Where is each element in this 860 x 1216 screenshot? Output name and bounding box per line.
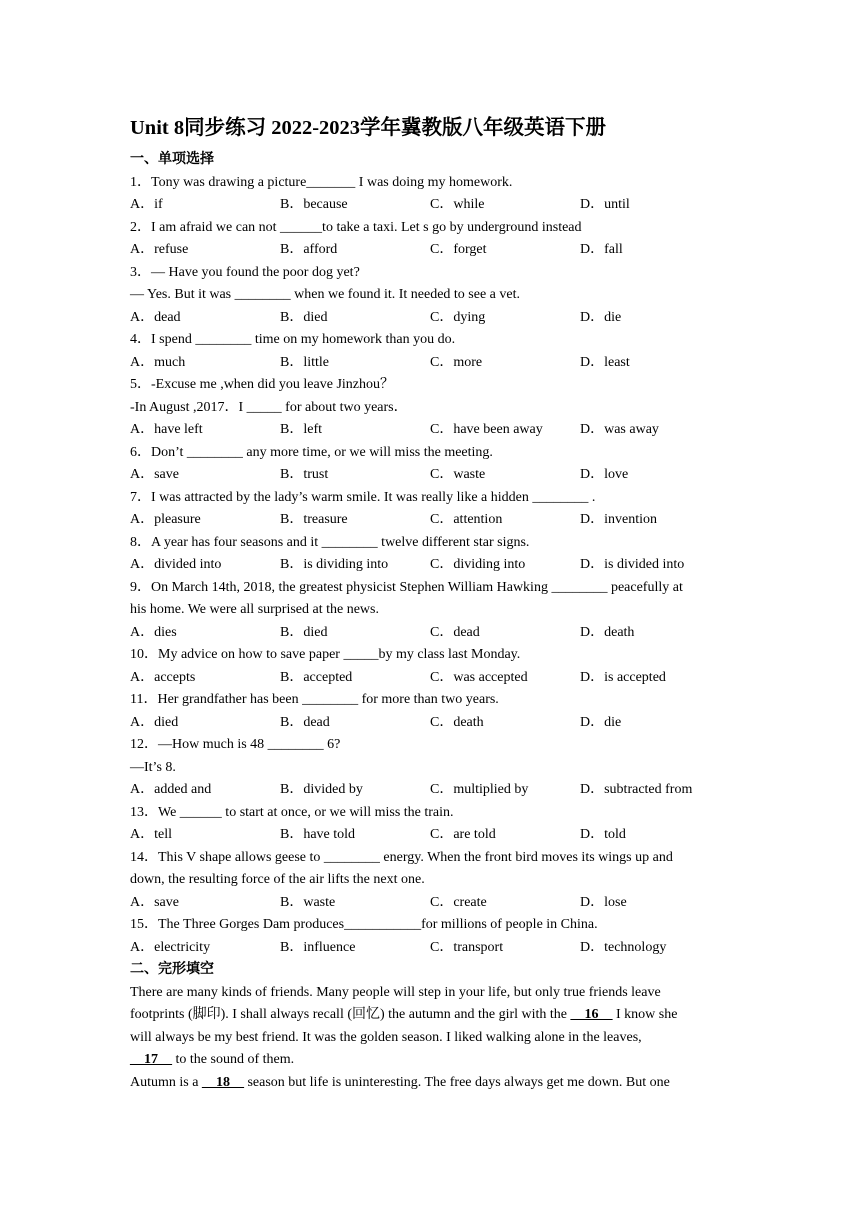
question-stem: 3．— Have you found the poor dog yet? xyxy=(130,264,360,280)
section-heading-cloze: 二、完形填空 xyxy=(130,962,214,977)
question-stem: 6．Don’t ________ any more time, or we will miss the meeting. xyxy=(130,444,493,460)
blank-17: __17__ xyxy=(130,1052,172,1067)
question-item xyxy=(130,847,735,915)
question-item xyxy=(130,172,735,217)
question-item xyxy=(130,329,735,374)
question-stem: 14．This V shape allows geese to ________ energy. When the front bird moves its wings up and xyxy=(130,849,673,865)
blank-18: __18__ xyxy=(201,1074,244,1090)
answer-option: C．dividing into xyxy=(430,557,526,572)
answer-option: A．if xyxy=(130,197,163,212)
question-item xyxy=(130,487,735,532)
answer-option: B．treasure xyxy=(280,512,348,527)
answer-option: A．tell xyxy=(130,827,172,842)
question-stem-continued: his home. We were all surprised at the news. xyxy=(130,602,379,617)
answer-options xyxy=(130,239,735,262)
answer-option: C．more xyxy=(430,354,483,370)
answer-option: B．afford xyxy=(280,242,338,257)
question-stem: 5．-Excuse me ,when did you leave Jinzhou？ xyxy=(130,377,394,392)
question-item xyxy=(130,577,735,645)
answer-option: C．death xyxy=(430,714,484,730)
answer-option: D．die xyxy=(580,714,622,730)
answer-options xyxy=(130,464,735,487)
answer-option: A．died xyxy=(130,714,179,730)
answer-option: B．waste xyxy=(280,894,336,910)
cloze-passage xyxy=(130,982,735,1095)
answer-option: D．is accepted xyxy=(580,669,666,685)
passage-text: Autumn is a xyxy=(130,1074,202,1090)
answer-options xyxy=(130,419,735,442)
question-stem: 10．My advice on how to save paper _____by my class last Monday. xyxy=(130,647,521,662)
answer-option: A．electricity xyxy=(130,939,211,955)
answer-option: C．waste xyxy=(430,467,486,482)
answer-option: D．die xyxy=(580,309,622,325)
answer-option: C．create xyxy=(430,894,487,910)
question-list xyxy=(130,172,735,960)
answer-option: B．accepted xyxy=(280,669,353,685)
answer-option: C．forget xyxy=(430,242,487,257)
question-stem: 13．We ______ to start at once, or we will miss the train. xyxy=(130,804,454,820)
answer-option: B．have told xyxy=(280,827,356,842)
answer-option: C．transport xyxy=(430,939,504,955)
question-item xyxy=(130,217,735,262)
answer-option: A．pleasure xyxy=(130,512,201,527)
question-item xyxy=(130,734,735,802)
answer-option: C．while xyxy=(430,197,485,212)
answer-option: B．dead xyxy=(280,714,330,730)
passage-text: season but life is uninteresting. The free days always get me down. But one xyxy=(243,1074,670,1090)
answer-option: C．have been away xyxy=(430,422,543,437)
page-title: Unit 8同步练习 2022-2023学年冀教版八年级英语下册 xyxy=(130,117,607,139)
answer-option: A．dead xyxy=(130,309,181,325)
answer-option: B．died xyxy=(280,624,328,640)
answer-option: A．save xyxy=(130,894,179,910)
question-stem-continued: down, the resulting force of the air lifts the next one. xyxy=(130,872,425,887)
answer-options xyxy=(130,824,735,847)
answer-options xyxy=(130,509,735,532)
answer-option: D．told xyxy=(580,827,626,842)
answer-options xyxy=(130,712,735,735)
answer-option: C．was accepted xyxy=(430,669,528,685)
question-item xyxy=(130,374,735,442)
answer-option: B．left xyxy=(280,422,322,437)
question-stem: 4．I spend ________ time on my homework than you do. xyxy=(130,332,456,347)
answer-option: A．save xyxy=(130,467,179,482)
answer-option: D．subtracted from xyxy=(580,782,693,797)
question-item xyxy=(130,689,735,734)
question-stem: 1．Tony was drawing a picture_______ I was doing my homework. xyxy=(130,174,513,190)
passage-line xyxy=(130,1004,735,1027)
answer-options xyxy=(130,622,735,645)
answer-options xyxy=(130,307,735,330)
section-heading-single-choice: 一、单项选择 xyxy=(130,152,214,167)
answer-option: D．is divided into xyxy=(580,557,685,572)
answer-option: A．dies xyxy=(130,624,177,640)
question-item xyxy=(130,532,735,577)
question-stem: 2．I am afraid we can not ______to take a taxi. Let s go by underground instead xyxy=(130,219,582,235)
answer-option: B．divided by xyxy=(280,782,363,797)
blank-16: __16__ xyxy=(570,1007,613,1022)
answer-option: A．added and xyxy=(130,782,212,797)
question-stem: 7．I was attracted by the lady’s warm smile. It was really like a hidden ________ . xyxy=(130,489,596,505)
passage-line xyxy=(130,1049,735,1072)
passage-text: to the sound of them. xyxy=(172,1052,295,1067)
passage-line: will always be my best friend. It was the golden season. I liked walking alone in the leaves, xyxy=(130,1029,642,1045)
answer-option: D．love xyxy=(580,467,629,482)
answer-option: B．little xyxy=(280,354,329,370)
answer-options xyxy=(130,779,735,802)
answer-option: B．trust xyxy=(280,467,329,482)
answer-option: D．was away xyxy=(580,422,659,437)
answer-option: D．until xyxy=(580,197,630,212)
question-stem: 9．On March 14th, 2018, the greatest physicist Stephen William Hawking ________ peacefully at xyxy=(130,579,683,595)
passage-text: footprints (脚印). I shall always recall (回忆) the autumn and the girl with the xyxy=(130,1007,571,1022)
question-stem: 11．Her grandfather has been ________ for more than two years. xyxy=(130,692,499,707)
answer-option: D．least xyxy=(580,354,630,370)
answer-option: B．influence xyxy=(280,939,356,955)
passage-line: There are many kinds of friends. Many people will step in your life, but only true friends leave xyxy=(130,984,661,1000)
question-item xyxy=(130,644,735,689)
answer-options xyxy=(130,667,735,690)
answer-option: D．death xyxy=(580,624,635,640)
question-item xyxy=(130,442,735,487)
answer-option: C．multiplied by xyxy=(430,782,529,797)
answer-option: B．because xyxy=(280,197,348,212)
answer-options xyxy=(130,937,735,960)
answer-option: C．are told xyxy=(430,827,496,842)
answer-option: A．accepts xyxy=(130,669,196,685)
answer-options xyxy=(130,194,735,217)
answer-options xyxy=(130,892,735,915)
answer-options xyxy=(130,352,735,375)
answer-option: D．invention xyxy=(580,512,657,527)
answer-option: A．refuse xyxy=(130,242,189,257)
answer-option: D．technology xyxy=(580,939,667,955)
answer-option: C．dying xyxy=(430,309,486,325)
question-stem: 12．—How much is 48 ________ 6? xyxy=(130,737,341,752)
answer-options xyxy=(130,554,735,577)
question-item xyxy=(130,262,735,330)
question-stem: 15．The Three Gorges Dam produces___________for millions of people in China. xyxy=(130,917,598,932)
answer-option: B．is dividing into xyxy=(280,557,389,572)
answer-option: D．lose xyxy=(580,894,627,910)
document-body xyxy=(130,149,735,1094)
question-item xyxy=(130,802,735,847)
answer-option: B．died xyxy=(280,309,328,325)
answer-option: A．divided into xyxy=(130,557,222,572)
question-stem-continued: — Yes. But it was ________ when we found it. It needed to see a vet. xyxy=(130,287,520,302)
answer-option: D．fall xyxy=(580,242,623,257)
answer-option: C．attention xyxy=(430,512,503,527)
passage-text: I know she xyxy=(612,1007,678,1022)
question-stem-continued: -In August ,2017．I _____ for about two years． xyxy=(130,399,408,415)
question-stem-continued: —It’s 8. xyxy=(130,759,176,775)
question-item xyxy=(130,914,735,959)
answer-option: A．have left xyxy=(130,422,203,437)
answer-option: A．much xyxy=(130,354,186,370)
passage-line xyxy=(130,1072,735,1095)
answer-option: C．dead xyxy=(430,624,480,640)
question-stem: 8．A year has four seasons and it ________ twelve different star signs. xyxy=(130,534,530,550)
